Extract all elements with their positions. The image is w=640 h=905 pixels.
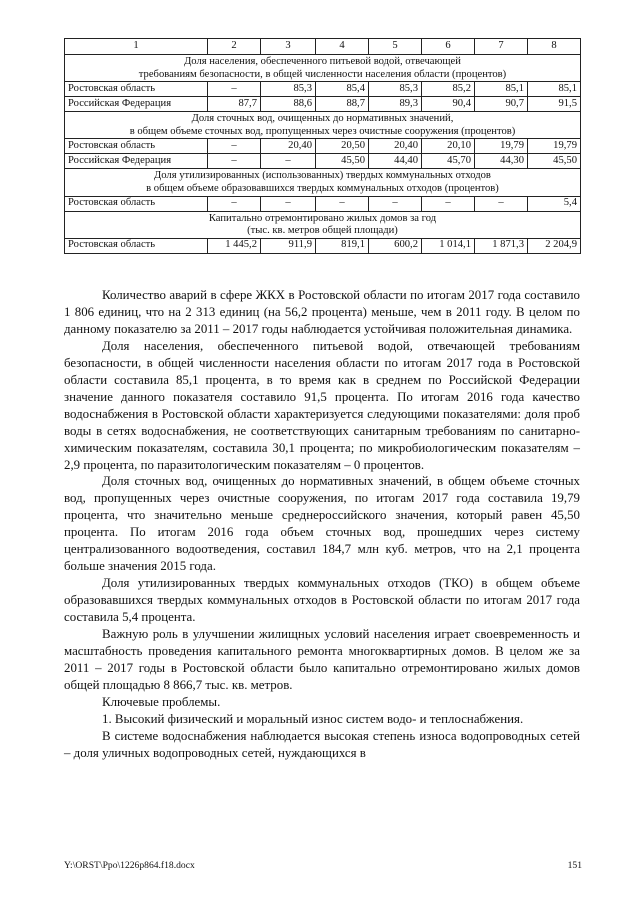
- section-title-line: Доля сточных вод, очищенных до нормативных значений,: [191, 113, 454, 125]
- table-cell: –: [208, 196, 261, 211]
- table-row: [65, 238, 581, 253]
- paragraph: В системе водоснабжения наблюдается высокая степень износа водопроводных сетей – доля уличных водопроводных сетей, нуждающихся в: [64, 728, 580, 760]
- section-title-line: в общем объеме сточных вод, пропущенных через очистные сооружения (процентов): [129, 125, 516, 137]
- table-cell: 87,7: [208, 97, 261, 112]
- indicators-table: [64, 38, 581, 254]
- table-row: [65, 196, 581, 211]
- table-cell: 20,40: [369, 139, 422, 154]
- table-cell: 85,2: [422, 82, 475, 97]
- paragraph: Доля населения, обеспеченного питьевой водой, отвечающей требованиям безопасности, в общей численности населения области по итогам 2017 года в Ростовской области составила 85,1 процента, в то время как в среднем по Российской Федерации значение данного показателя составило 91,5 процента. По итогам 2016 года качество водоснабжения в Ростовской области характеризуется следующими показателями: доля проб воды в сетях водоснабжения, не соответствующих санитарным требованиям по санитарно-химическим показателям, составила 30,1 процента; по микробиологическим показателям – 2,9 процента, по паразитологическим показателям – 0 процентов.: [64, 338, 580, 472]
- column-number: 7: [475, 39, 528, 55]
- section-heading: Ключевые проблемы.: [102, 694, 221, 709]
- table-cell: –: [369, 196, 422, 211]
- table-cell: 88,7: [316, 97, 369, 112]
- table-cell: 1 871,3: [475, 238, 528, 253]
- table-cell: –: [208, 82, 261, 97]
- table-cell: 44,30: [475, 154, 528, 169]
- column-number: 1: [65, 39, 208, 55]
- table-header-row: [65, 39, 581, 55]
- table-cell: 911,9: [261, 238, 316, 253]
- column-number: 5: [369, 39, 422, 55]
- table-cell: 1 014,1: [422, 238, 475, 253]
- row-label: Ростовская область: [65, 82, 208, 97]
- table-section-title: [65, 112, 581, 139]
- table-cell: 2 204,9: [528, 238, 581, 253]
- table-cell: 20,40: [261, 139, 316, 154]
- paragraph: Количество аварий в сфере ЖКХ в Ростовской области по итогам 2017 года составило 1 806 единиц, что на 2 313 единиц (на 56,2 процента) меньше, чем в 2011 году. В целом по данному показателю за 2011 – 2017 годы наблюдается устойчивая положительная динамика.: [64, 288, 580, 336]
- paragraph: 1. Высокий физический и моральный износ систем водо- и теплоснабжения.: [102, 711, 524, 726]
- column-number: 2: [208, 39, 261, 55]
- table-cell: 89,3: [369, 97, 422, 112]
- section-title-line: в общем объеме образовавшихся твердых коммунальных отходов (процентов): [146, 182, 499, 194]
- row-label: Российская Федерация: [65, 154, 208, 169]
- table-cell: –: [422, 196, 475, 211]
- table-cell: 88,6: [261, 97, 316, 112]
- file-path: Y:\ORST\Ppo\1226p864.f18.docx: [64, 860, 195, 871]
- row-label: Ростовская область: [65, 238, 208, 253]
- table-cell: 90,4: [422, 97, 475, 112]
- table-row: [65, 154, 581, 169]
- table-cell: 20,50: [316, 139, 369, 154]
- table-cell: 85,3: [369, 82, 422, 97]
- table-cell: 85,1: [475, 82, 528, 97]
- table-cell: 45,50: [528, 154, 581, 169]
- paragraph: Доля утилизированных твердых коммунальных отходов (ТКО) в общем объеме образовавшихся твердых коммунальных отходов в Ростовской области по итогам 2017 года составила 5,4 процента.: [64, 576, 580, 625]
- section-title-line: Доля населения, обеспеченного питьевой водой, отвечающей: [184, 56, 461, 67]
- table-cell: –: [261, 154, 316, 169]
- section-title-line: (тыс. кв. метров общей площади): [247, 225, 398, 237]
- page-footer: [64, 860, 582, 871]
- table-cell: 5,4: [528, 196, 581, 211]
- page-number: 151: [567, 860, 582, 871]
- row-label: Российская Федерация: [65, 97, 208, 112]
- column-number: 4: [316, 39, 369, 55]
- table-row: [65, 82, 581, 97]
- table-cell: 91,5: [528, 97, 581, 112]
- section-title-line: Доля утилизированных (использованных) твердых коммунальных отходов: [154, 170, 491, 182]
- table-cell: –: [475, 196, 528, 211]
- paragraph: Важную роль в улучшении жилищных условий населения играет своевременность и масштабность проведения капитального ремонта многоквартирных домов. В целом же за 2011 – 2017 годы в Ростовской области было капитально отремонтировано жилых домов общей площадью 8 866,7 тыс. кв. метров.: [64, 627, 580, 692]
- table-cell: 1 445,2: [208, 238, 261, 253]
- table-cell: 45,70: [422, 154, 475, 169]
- table-cell: –: [208, 139, 261, 154]
- table-section-title: [65, 55, 581, 82]
- table-cell: 600,2: [369, 238, 422, 253]
- table-cell: 19,79: [475, 139, 528, 154]
- table-cell: 44,40: [369, 154, 422, 169]
- table-cell: –: [208, 154, 261, 169]
- table-row: [65, 97, 581, 112]
- column-number: 3: [261, 39, 316, 55]
- table-cell: 819,1: [316, 238, 369, 253]
- section-title-line: Капитально отремонтировано жилых домов за год: [208, 212, 437, 224]
- section-title-line: требованиям безопасности, в общей численности населения области (процентов): [138, 68, 507, 80]
- table-cell: 45,50: [316, 154, 369, 169]
- table-cell: –: [261, 196, 316, 211]
- table-cell: 85,4: [316, 82, 369, 97]
- table-section-title: [65, 211, 581, 238]
- table-cell: –: [316, 196, 369, 211]
- table-cell: 85,1: [528, 82, 581, 97]
- table-cell: 20,10: [422, 139, 475, 154]
- table-cell: 19,79: [528, 139, 581, 154]
- body-text: [64, 287, 580, 762]
- row-label: Ростовская область: [65, 196, 208, 211]
- paragraph: Доля сточных вод, очищенных до нормативных значений, в общем объеме сточных вод, пропущенных через очистные сооружения, по итогам 2017 года составила 19,79 процента, что значительно меньше среднероссийского значения, который равен 45,50 процента. По итогам 2016 года объем сточных вод, прошедших через систему централизованного водоотведения, составил 184,7 млн куб. метров, что на 2,1 процента больше значения 2015 года.: [64, 474, 580, 574]
- table-cell: 85,3: [261, 82, 316, 97]
- column-number: 6: [422, 39, 475, 55]
- table-section-title: [65, 169, 581, 196]
- column-number: 8: [528, 39, 581, 55]
- table-row: [65, 139, 581, 154]
- table-cell: 90,7: [475, 97, 528, 112]
- row-label: Ростовская область: [65, 139, 208, 154]
